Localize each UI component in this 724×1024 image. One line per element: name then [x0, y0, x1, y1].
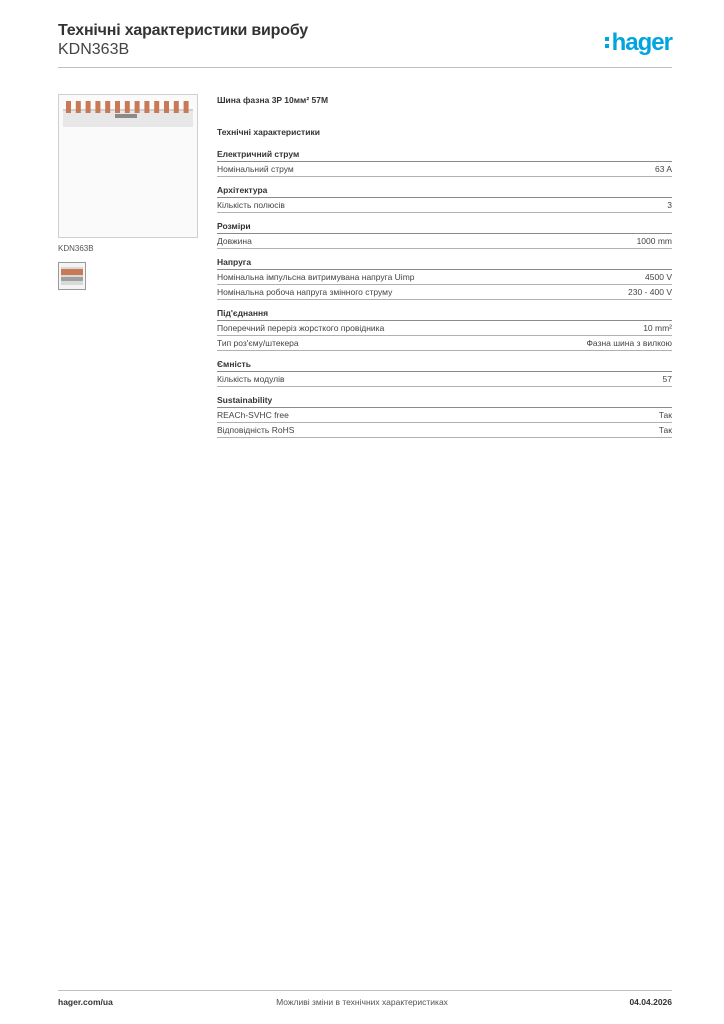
- busbar-pin: [135, 101, 140, 113]
- spec-row: [217, 285, 672, 300]
- spec-value: Фазна шина з вилкою: [586, 338, 672, 348]
- spec-section: [217, 95, 672, 446]
- image-thumbnail[interactable]: [58, 262, 86, 290]
- footer-divider: [58, 990, 672, 991]
- spec-group-title: Напруга: [217, 257, 672, 270]
- image-caption: KDN363B: [58, 244, 94, 253]
- busbar-pin: [76, 101, 81, 113]
- spec-label: Поперечний переріз жорсткого провідника: [217, 323, 385, 333]
- busbar-pin: [154, 101, 159, 113]
- spec-label: Довжина: [217, 236, 252, 246]
- spec-label: Відповідність RoHS: [217, 425, 295, 435]
- spec-row: [217, 321, 672, 336]
- spec-group-title: Sustainability: [217, 395, 672, 408]
- footer-date: 04.04.2026: [629, 997, 672, 1007]
- product-image[interactable]: [58, 94, 198, 238]
- busbar-pin: [184, 101, 189, 113]
- spec-row: [217, 336, 672, 351]
- spec-group-title: Ємність: [217, 359, 672, 372]
- spec-group-voltage: [217, 257, 672, 300]
- spec-label: Кількість модулів: [217, 374, 285, 384]
- footer-note: Можливі зміни в технічних характеристиках: [276, 997, 448, 1007]
- spec-label: Кількість полюсів: [217, 200, 285, 210]
- product-code: KDN363B: [58, 41, 130, 58]
- spec-row: [217, 423, 672, 438]
- spec-group-sustainability: [217, 395, 672, 438]
- spec-row: [217, 372, 672, 387]
- logo-text: hager: [611, 29, 672, 56]
- spec-row: [217, 270, 672, 285]
- busbar-pin: [174, 101, 179, 113]
- spec-row: [217, 234, 672, 249]
- spec-label: Номінальна імпульсна витримувана напруга Uimp: [217, 272, 415, 282]
- logo-mark-icon: [605, 33, 610, 53]
- footer-website-link[interactable]: hager.com/ua: [58, 997, 113, 1007]
- header-divider: [58, 67, 672, 68]
- spec-group-title: Розміри: [217, 221, 672, 234]
- spec-label: Номінальний струм: [217, 164, 294, 174]
- spec-value: Так: [658, 425, 672, 435]
- busbar-thumbnail-icon: [59, 263, 85, 289]
- spec-group-current: [217, 149, 672, 177]
- busbar-pin: [105, 101, 110, 113]
- busbar-pin: [86, 101, 91, 113]
- spec-value: 4500 V: [645, 272, 672, 282]
- busbar-pin: [125, 101, 130, 113]
- spec-row: [217, 162, 672, 177]
- spec-heading: Технічні характеристики: [217, 127, 320, 137]
- spec-group-title: Архітектура: [217, 185, 672, 198]
- busbar-pin: [144, 101, 149, 113]
- spec-value: Так: [658, 410, 672, 420]
- spec-row: [217, 198, 672, 213]
- spec-group-connection: [217, 308, 672, 351]
- busbar-image-icon: [63, 99, 193, 139]
- hager-logo[interactable]: [592, 28, 672, 58]
- spec-value: 63 A: [654, 164, 672, 174]
- busbar-pin: [164, 101, 169, 113]
- spec-label: Тип роз'єму/штекера: [217, 338, 299, 348]
- spec-row: [217, 408, 672, 423]
- page-title: Технічні характеристики виробу: [58, 22, 308, 39]
- spec-value: 1000 mm: [636, 236, 672, 246]
- spec-value: 3: [667, 200, 672, 210]
- busbar-pin: [115, 101, 120, 113]
- spec-group-dimensions: [217, 221, 672, 249]
- spec-group-title: Електричний струм: [217, 149, 672, 162]
- spec-value: 10 mm²: [643, 323, 672, 333]
- busbar-pin: [95, 101, 100, 113]
- product-name: Шина фазна 3P 10мм² 57M: [217, 95, 329, 105]
- spec-group-title: Під'єднання: [217, 308, 672, 321]
- spec-group-architecture: [217, 185, 672, 213]
- spec-value: 230 - 400 V: [628, 287, 672, 297]
- spec-label: REACh-SVHC free: [217, 410, 289, 420]
- busbar-pin: [66, 101, 71, 113]
- spec-label: Номінальна робоча напруга змінного струму: [217, 287, 393, 297]
- spec-group-capacity: [217, 359, 672, 387]
- spec-value: 57: [662, 374, 672, 384]
